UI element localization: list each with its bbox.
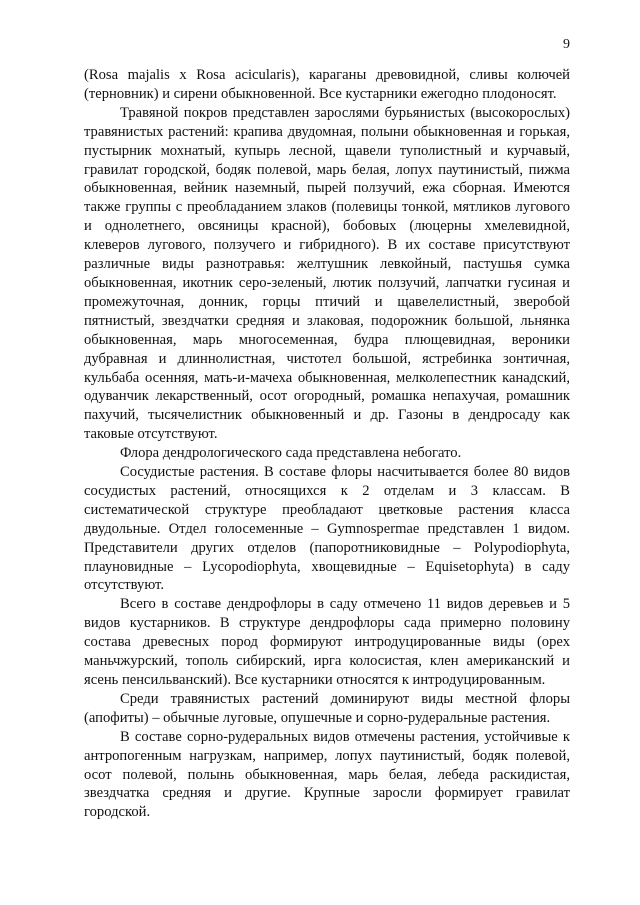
paragraph-herbaceous-cover: Травяной покров представлен зарослями бурьянистых (высокорослых) травянистых растений: крапива двудомная, полыни обыкновенная и горькая, пустырник мохнатый, купырь лесной, щавели туполистный и курчавый, гравилат городской, бодяк полевой, марь белая, лопух паутинистый, пижма обыкновенная, вейник наземный, пырей ползучий, ежа сборная. Имеются также группы с преобладанием злаков (полевицы тонкой, мятликов лугового и однолетнего, овсяницы красной), бобовых (люцерны хмелевидной, клеверов лугового, ползучего и гибридного). В их составе присутствуют различные виды разнотравья: желтушник левкойный, пастушья сумка обыкновенная, икотник серо-зеленый, лютик ползучий, лапчатки гусиная и промежуточная, донник, горцы птичий и щавелелистный, зверобой пятнистый, звездчатки средняя и злаковая, подорожник большой, льнянка обыкновенная, марь многосеменная, будра плющевидная, вероники дубравная и длиннолистная, чистотел большой, ястребинка зонтичная, кульбаба осенняя, мать-и-мачеха обыкновенная, мелколепестник канадский, одуванчик лекарственный, осот огородный, ромашка непахучая, ромашник пахучий, тысячелистник обыкновенный и др. Газоны в дендросаду как таковые отсутствуют.	[84, 104, 570, 443]
paragraph-flora-summary: Флора дендрологического сада представлена небогато.	[120, 445, 462, 462]
paragraph-vascular-plants: Сосудистые растения. В составе флоры насчитывается более 80 видов сосудистых растений, относящихся к 2 отделам и 3 классам. В систематической структуре преобладают цветковые растения класса двудольные. Отдел голосеменные – Gymnospermae представлен 1 видом. Представители других отделов (папоротниковидные – Polypodiophyta, плауновидные – Lycopodiophyta, хвощевидные – Equisetophyta) в саду отсутствуют.	[84, 464, 570, 594]
paragraph-dendroflora: Всего в составе дендрофлоры в саду отмечено 11 видов деревьев и 5 видов кустарников. В структуре дендрофлоры сада примерно половину состава древесных пород формируют интродуцированные виды (орех маньчжурский, тополь сибирский, ирга колосистая, клен американский и ясень пенсильванский). Все кустарники относятся к интродуцированным.	[84, 596, 570, 688]
document-body	[84, 66, 570, 822]
paragraph-rosa-continuation: (Rosa majalis x Rosa acicularis), караганы древовидной, сливы колючей (терновник) и сирени обыкновенной. Все кустарники ежегодно плодоносят.	[84, 67, 570, 102]
page-number: 9	[563, 37, 570, 52]
paragraph-herbaceous-dominants: Среди травянистых растений доминируют виды местной флоры (апофиты) – обычные луговые, опушечные и сорно-рудеральные растения.	[84, 690, 570, 726]
paragraph-ruderal-species: В составе сорно-рудеральных видов отмечены растения, устойчивые к антропогенным нагрузкам, например, лопух паутинистый, бодяк полевой, осот полевой, полынь обыкновенная, марь белая, лебеда раскидистая, звездчатка средняя и другие. Крупные заросли формирует гравилат городской.	[84, 728, 570, 821]
